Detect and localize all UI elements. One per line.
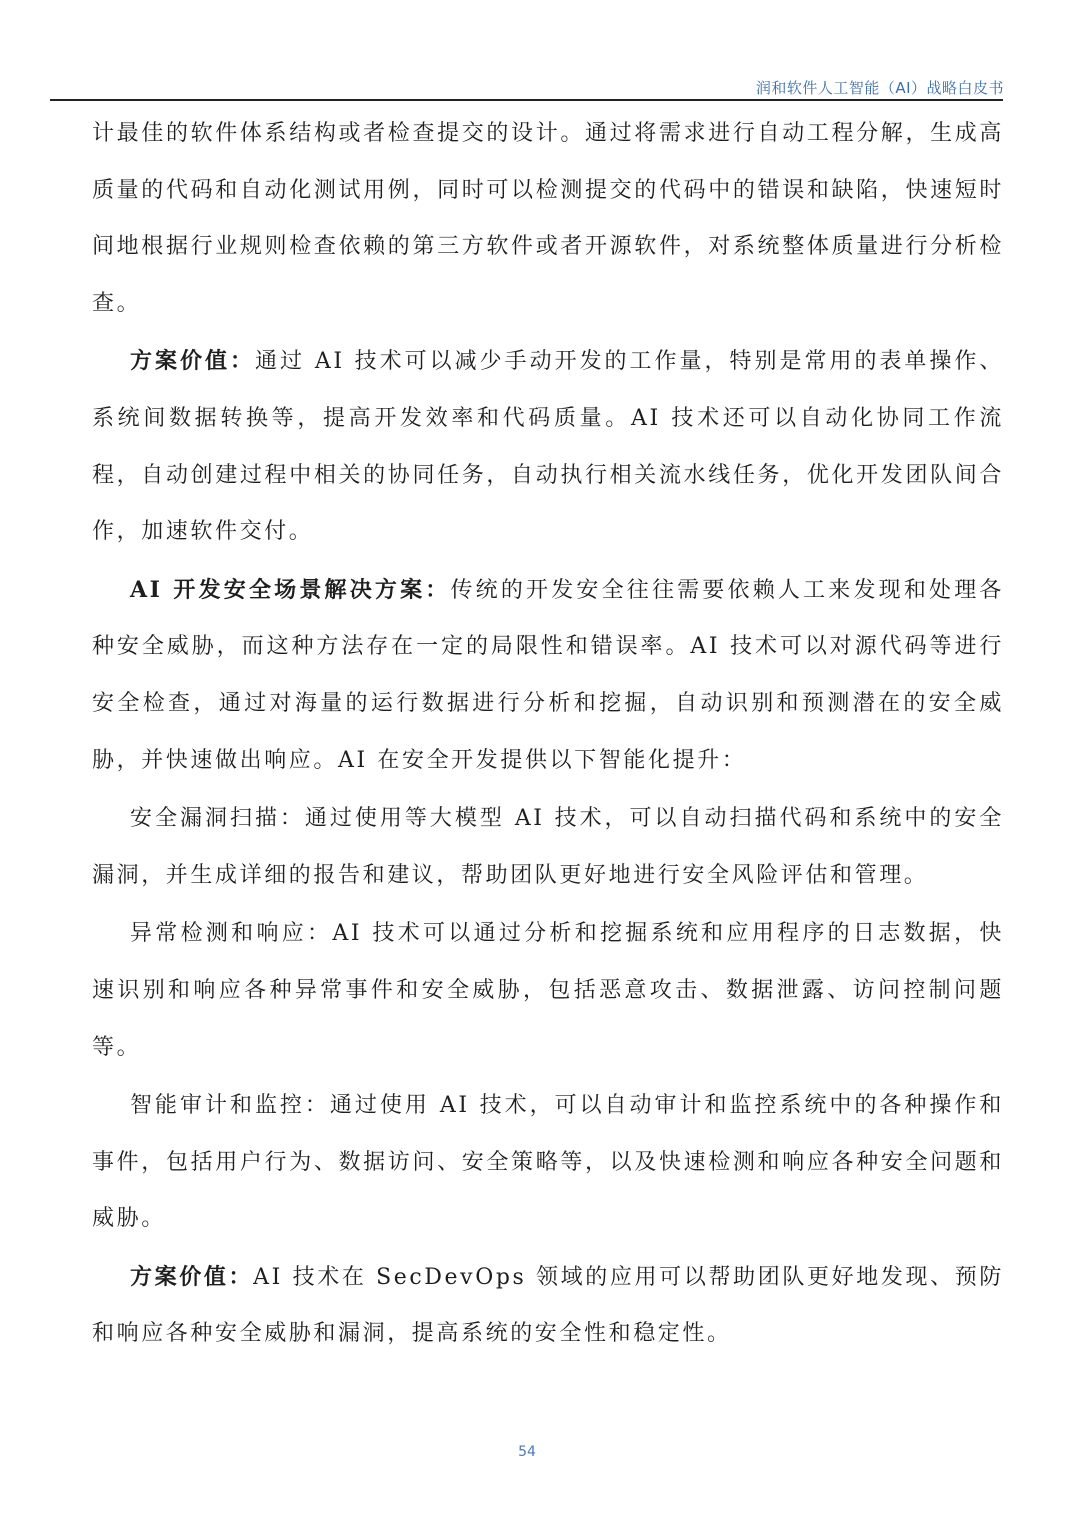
header-divider [50, 99, 1003, 101]
paragraph-vulnerability-scan [92, 790, 1004, 904]
paragraph-text: 传统的开发安全往往需要依赖人工来发现和处理各种安全威胁，而这种方法存在一定的局限性和错误率。AI 技术可以对源代码等进行安全检查，通过对海量的运行数据进行分析和挖掘，自动识别和预测潜在的安全威胁，并快速做出响应。AI 在安全开发提供以下智能化提升： [92, 577, 1004, 773]
paragraph-anomaly-detection [92, 905, 1004, 1076]
page-number: 54 [518, 1444, 536, 1460]
document-body [92, 105, 1004, 1364]
paragraph-text: 通过 AI 技术可以减少手动开发的工作量，特别是常用的表单操作、系统间数据转换等，提高开发效率和代码质量。AI 技术还可以自动化协同工作流程，自动创建过程中相关的协同任务，自动执行相关流水线任务，优化开发团队间合作，加速软件交付。 [92, 349, 1004, 545]
paragraph-lead: 方案价值： [130, 1263, 254, 1290]
paragraph-lead: 方案价值： [130, 348, 255, 375]
paragraph-text: 智能审计和监控：通过使用 AI 技术，可以自动审计和监控系统中的各种操作和事件，包括用户行为、数据访问、安全策略等，以及快速检测和响应各种安全问题和威胁。 [92, 1093, 1004, 1232]
paragraph-text: 异常检测和响应：AI 技术可以通过分析和挖掘系统和应用程序的日志数据，快速识别和响应各种异常事件和安全威胁，包括恶意攻击、数据泄露、访问控制问题等。 [92, 921, 1004, 1060]
paragraph-solution-value-dev [92, 333, 1004, 560]
paragraph-text: 安全漏洞扫描：通过使用等大模型 AI 技术，可以自动扫描代码和系统中的安全漏洞，并生成详细的报告和建议，帮助团队更好地进行安全风险评估和管理。 [92, 806, 1004, 888]
paragraph-ai-dev-security [92, 562, 1004, 789]
paragraph-solution-value-secdevops [92, 1249, 1004, 1363]
document-header-title: 润和软件人工智能（AI）战略白皮书 [755, 79, 1004, 97]
paragraph-design-check [92, 105, 1004, 332]
paragraph-text: AI 技术在 SecDevOps 领域的应用可以帮助团队更好地发现、预防和响应各种安全威胁和漏洞，提高系统的安全性和稳定性。 [92, 1264, 1004, 1347]
paragraph-audit-monitoring [92, 1077, 1004, 1248]
paragraph-lead: AI 开发安全场景解决方案： [130, 576, 451, 603]
paragraph-text: 计最佳的软件体系结构或者检查提交的设计。通过将需求进行自动工程分解，生成高质量的代码和自动化测试用例，同时可以检测提交的代码中的错误和缺陷，快速短时间地根据行业规则检查依赖的第三方软件或者开源软件，对系统整体质量进行分析检查。 [92, 121, 1004, 316]
